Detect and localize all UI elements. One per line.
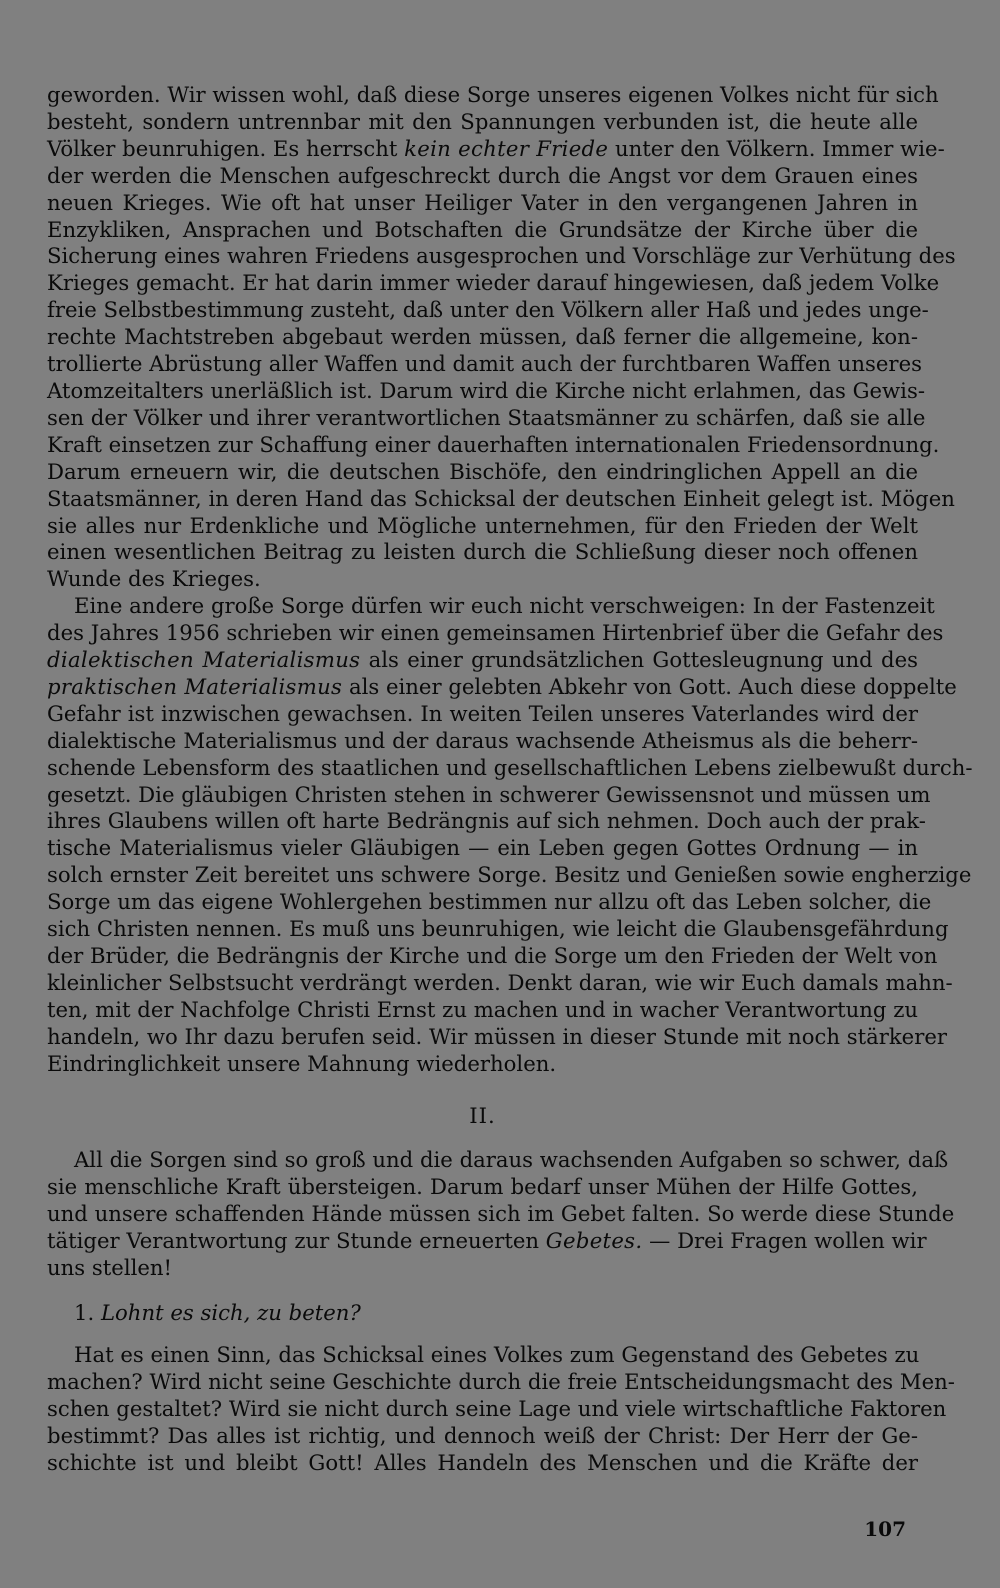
text-run: — Drei Fragen wollen wir	[642, 1228, 927, 1254]
text-line: einen wesentlichen Beitrag zu leisten durch die Schließung dieser noch offenen	[47, 539, 918, 565]
text-line	[47, 673, 957, 701]
text-line: rechte Machtstreben abgebaut werden müssen, daß ferner die allgemeine, kon-	[47, 324, 918, 350]
text-line: schende Lebensform des staatlichen und gesellschaftlichen Lebens zielbewußt durch-	[47, 754, 973, 780]
text-line: Enzykliken, Ansprachen und Botschaften die Grundsätze der Kirche über die	[47, 216, 918, 242]
text-line: sie menschliche Kraft übersteigen. Darum bedarf unser Mühen der Hilfe Gottes,	[47, 1174, 918, 1200]
text-line: freie Selbstbestimmung zusteht, daß unter den Völkern aller Haß und jedes unge-	[47, 297, 929, 323]
text-line: schen gestaltet? Wird sie nicht durch seine Lage und viele wirtschaftliche Faktoren	[47, 1395, 947, 1421]
text-line: sich Christen nennen. Es muß uns beunruhigen, wie leicht die Glaubensgefährdung	[47, 916, 949, 942]
text-line: gesetzt. Die gläubigen Christen stehen in schwerer Gewissensnot und müssen um	[47, 781, 931, 807]
text-line: Atomzeitalters unerläßlich ist. Darum wird die Kirche nicht erlahmen, das Gewis-	[47, 377, 925, 403]
text-line: Eine andere große Sorge dürfen wir euch nicht verschweigen: In der Fastenzeit	[74, 593, 935, 619]
text-line: Staatsmänner, in deren Hand das Schicksal der deutschen Einheit gelegt ist. Mögen	[47, 485, 955, 511]
text-line: tische Materialismus vieler Gläubigen — ein Leben gegen Gottes Ordnung — in	[47, 835, 918, 861]
text-run: tätiger Verantwortung zur Stunde erneuerten	[47, 1228, 546, 1254]
text-line: machen? Wird nicht seine Geschichte durch die freie Entscheidungsmacht des Men-	[47, 1368, 955, 1394]
text-line: handeln, wo Ihr dazu berufen seid. Wir müssen in dieser Stunde mit noch stärkerer	[47, 1023, 948, 1049]
text-line	[47, 1228, 927, 1255]
text-line: sen der Völker und ihrer verantwortlichen Staatsmänner zu schärfen, daß sie alle	[47, 404, 926, 430]
text-run: als einer grundsätzlichen Gottesleugnung und des	[360, 647, 918, 673]
text-line: dialektische Materialismus und der daraus wachsende Atheismus als die beherr-	[47, 727, 918, 753]
text-line: kleinlicher Selbstsucht verdrängt werden. Denkt daran, wie wir Euch damals mahn-	[47, 969, 953, 995]
paragraph-peace-concern	[47, 82, 956, 593]
text-line: Sicherung eines wahren Friedens ausgesprochen und Vorschläge zur Verhütung des	[47, 243, 956, 269]
paragraph-materialism	[47, 593, 973, 1077]
text-run: Völker beunruhigen. Es herrscht	[47, 135, 405, 161]
italic-emphasis: kein echter Friede	[404, 135, 609, 161]
text-line: sie alles nur Erdenkliche und Mögliche unternehmen, für den Frieden der Welt	[47, 512, 918, 538]
text-line: bestimmt? Das alles ist richtig, und dennoch weiß der Christ: Der Herr der Ge-	[47, 1422, 918, 1448]
text-line: neuen Krieges. Wie oft hat unser Heiliger Vater in den vergangenen Jahren in	[47, 189, 918, 215]
subheading-question	[74, 1300, 918, 1327]
text-line: trollierte Abrüstung aller Waffen und damit auch der furchtbaren Waffen unseres	[47, 351, 922, 377]
paragraph-history-god	[47, 1341, 955, 1477]
text-line: Wunde des Krieges.	[47, 566, 261, 592]
italic-emphasis: praktischen Materialismus	[47, 673, 343, 699]
text-line: uns stellen!	[47, 1255, 173, 1281]
text-line: Eindringlichkeit unsere Mahnung wiederholen.	[47, 1050, 557, 1076]
subheading-text: Lohnt es sich, zu beten?	[100, 1299, 361, 1325]
italic-emphasis: Gebetes.	[545, 1228, 643, 1254]
text-line	[47, 135, 945, 163]
text-line: Sorge um das eigene Wohlergehen bestimmen nur allzu oft das Leben solcher, die	[47, 889, 932, 915]
paragraph-prayer-intro	[47, 1147, 955, 1282]
text-run: unter den Völkern. Immer wie-	[608, 135, 945, 161]
text-line: schichte ist und bleibt Gott! Alles Handeln des Menschen und die Kräfte der	[47, 1449, 918, 1475]
text-line: geworden. Wir wissen wohl, daß diese Sorge unseres eigenen Volkes nicht für sich	[47, 82, 939, 107]
text-line: Darum erneuern wir, die deutschen Bischöfe, den eindringlichen Appell an die	[47, 458, 918, 484]
text-run: als einer gelebten Abkehr von Gott. Auch diese doppelte	[342, 673, 957, 699]
document-page	[47, 82, 973, 1476]
section-numeral: II.	[469, 1102, 496, 1128]
text-line: der werden die Menschen aufgeschreckt durch die Angst vor dem Grauen eines	[47, 162, 918, 188]
text-line: Hat es einen Sinn, das Schicksal eines Volkes zum Gegenstand des Gebetes zu	[74, 1341, 920, 1367]
text-line: der Brüder, die Bedrängnis der Kirche und die Sorge um den Frieden der Welt von	[47, 943, 938, 968]
text-line: ten, mit der Nachfolge Christi Ernst zu machen und in wacher Verantwortung zu	[47, 996, 919, 1022]
text-line: solch ernster Zeit bereitet uns schwere Sorge. Besitz und Genießen sowie engherzige	[47, 862, 972, 888]
text-line: besteht, sondern untrennbar mit den Spannungen verbunden ist, die heute alle	[47, 108, 918, 134]
italic-emphasis: dialektischen Materialismus	[47, 647, 361, 673]
text-line: und unsere schaffenden Hände müssen sich im Gebet falten. So werde diese Stunde	[47, 1201, 955, 1227]
text-line: Krieges gemacht. Er hat darin immer wieder darauf hingewiesen, daß jedem Volke	[47, 270, 940, 296]
text-line	[47, 647, 918, 674]
text-line: All die Sorgen sind so groß und die daraus wachsenden Aufgaben so schwer, daß	[74, 1147, 949, 1173]
text-line: ihres Glaubens willen oft harte Bedrängnis auf sich nehmen. Doch auch der prak-	[47, 808, 926, 834]
text-line: Gefahr ist inzwischen gewachsen. In weiten Teilen unseres Vaterlandes wird der	[47, 700, 918, 726]
text-line: Kraft einsetzen zur Schaffung einer dauerhaften internationalen Friedensordnung.	[47, 431, 940, 457]
page-number: 107	[864, 1517, 906, 1541]
subheading-number: 1.	[74, 1299, 95, 1325]
text-line: des Jahres 1956 schrieben wir einen gemeinsamen Hirtenbrief über die Gefahr des	[47, 620, 944, 646]
